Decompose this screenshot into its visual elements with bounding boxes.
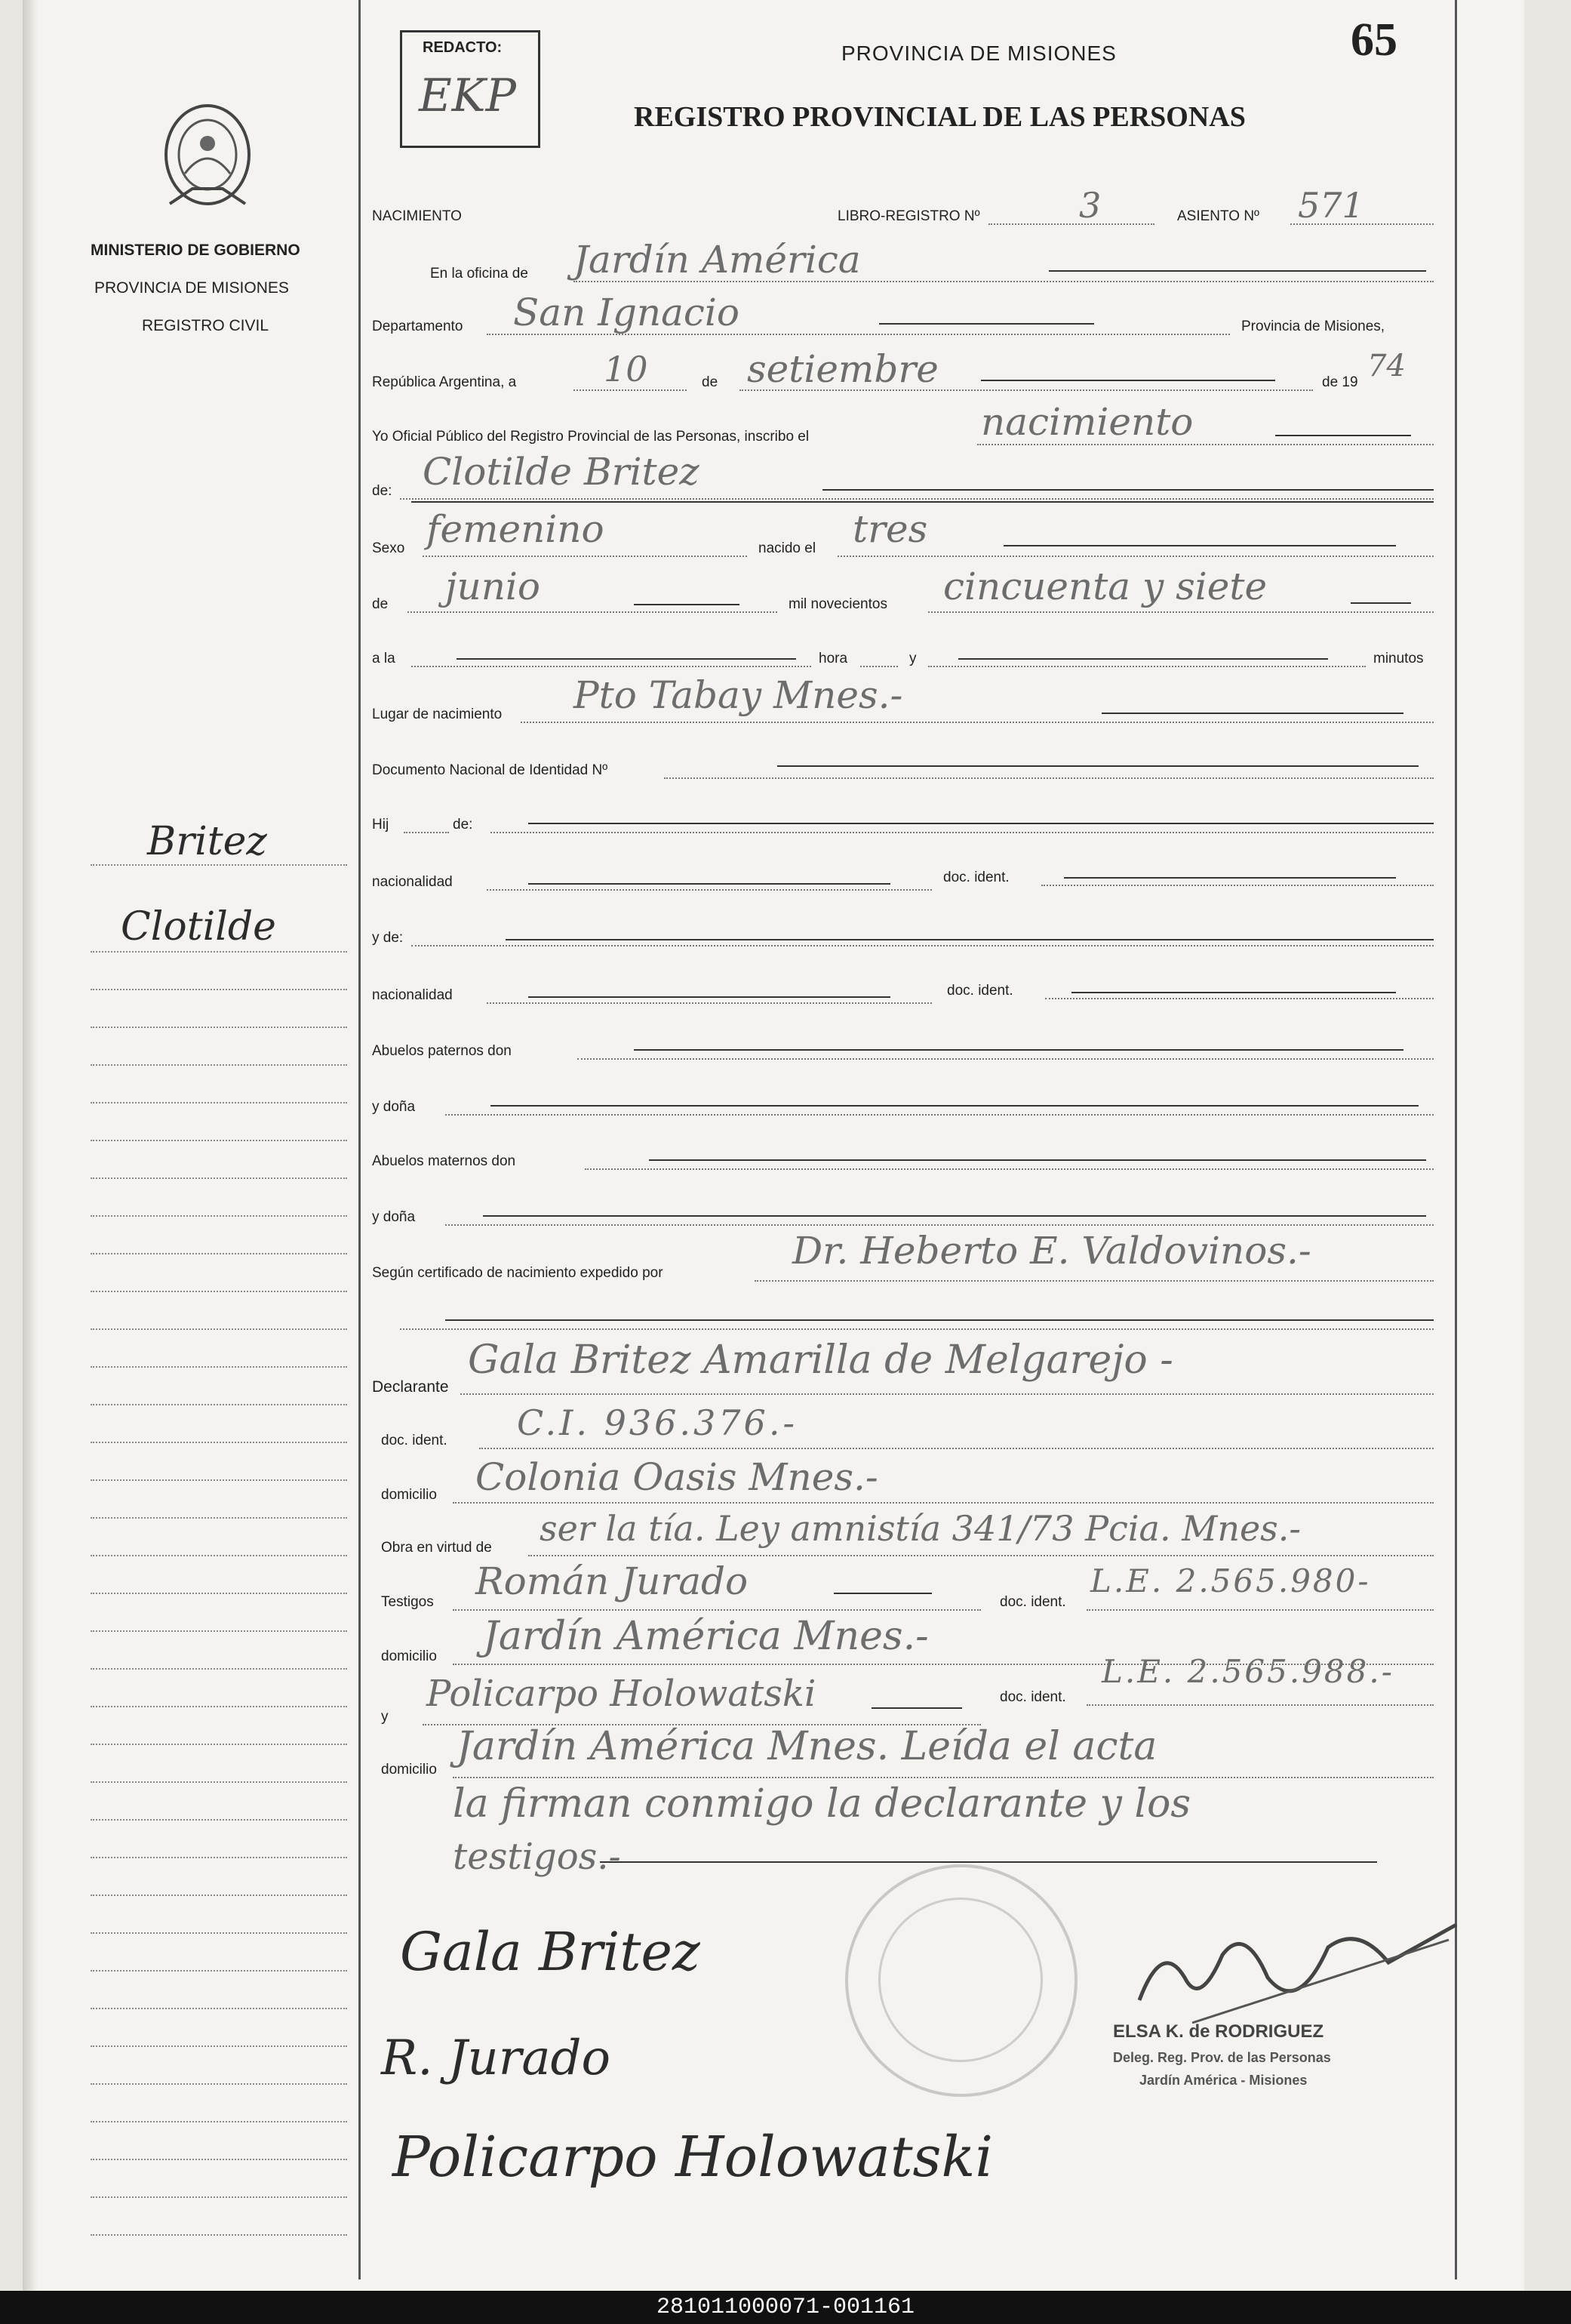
obra-line <box>528 1555 1434 1556</box>
ledger-line <box>91 2008 347 2009</box>
ledger-line <box>91 1706 347 1707</box>
dia-line <box>573 389 687 391</box>
yo-oficial-line <box>977 444 1434 445</box>
ledger-line <box>91 1593 347 1594</box>
abuelos-mat-strike <box>649 1159 1426 1161</box>
nacido-value: tres <box>853 507 928 551</box>
abuelos-mat-label: Abuelos maternos don <box>372 1153 516 1169</box>
testigo2-doc: L.E. 2.565.988.- <box>1102 1653 1394 1690</box>
coat-of-arms-icon <box>155 98 260 219</box>
domicilio3-line <box>453 1777 1434 1778</box>
de-mes-label: de <box>372 596 389 612</box>
departamento-value: San Ignacio <box>513 291 740 334</box>
ledger-line <box>91 1291 347 1292</box>
domicilio3-line2: la firman conmigo la declarante y los <box>453 1781 1191 1827</box>
testigo1-value: Román Jurado <box>475 1559 749 1603</box>
doc-ident2-line <box>1045 998 1434 999</box>
mes-value: setiembre <box>747 347 939 391</box>
doc-ident5-label: doc. ident. <box>1000 1689 1066 1705</box>
dia-value: 10 <box>604 349 648 389</box>
ledger-line <box>91 2196 347 2198</box>
de-persona-strike <box>822 489 1434 491</box>
hora-label: hora <box>819 651 848 666</box>
de-persona-line <box>400 498 1434 500</box>
anio-label: de 19 <box>1322 374 1358 390</box>
certificado-label: Según certificado de nacimiento expedido por <box>372 1265 663 1281</box>
ledger-line <box>91 1253 347 1254</box>
lugar-strike <box>1102 713 1403 714</box>
signature-testigo1: R. Jurado <box>381 2030 610 2086</box>
oficina-value: Jardín América <box>573 238 861 282</box>
certificado-strike <box>445 1319 1434 1321</box>
mil-value: cincuenta y siete <box>943 565 1268 608</box>
signature-testigo2: Policarpo Holowatski <box>392 2125 994 2190</box>
declarante-line <box>460 1393 1434 1395</box>
y-dona-label: y doña <box>372 1099 416 1115</box>
y-de-strike <box>506 939 1434 940</box>
libro-label: LIBRO-REGISTRO Nº <box>838 208 980 224</box>
ledger-line <box>91 1932 347 1934</box>
ledger-line <box>91 2045 347 2047</box>
nacido-label: nacido el <box>758 540 816 556</box>
departamento-strike <box>879 323 1094 325</box>
dni-strike <box>777 765 1419 767</box>
doc-ident2-label: doc. ident. <box>947 983 1013 999</box>
libro-value: 3 <box>1079 185 1102 226</box>
official-signature-icon <box>1117 1910 1464 2030</box>
ledger-line <box>91 989 347 990</box>
ledger-line <box>91 951 347 953</box>
abuelos-pat-strike <box>634 1049 1403 1051</box>
domicilio3-strike <box>600 1861 1377 1863</box>
sexo-value: femenino <box>426 507 604 551</box>
oficina-label: En la oficina de <box>430 266 528 282</box>
doc-ident-line <box>1041 885 1434 886</box>
sexo-line <box>423 556 747 557</box>
sidebar-surname: Britez <box>147 819 267 864</box>
ledger-line <box>91 1328 347 1330</box>
official-title1: Deleg. Reg. Prov. de las Personas <box>1113 2050 1331 2065</box>
de-persona-underline <box>411 501 1434 503</box>
ledger-line <box>91 1140 347 1141</box>
hij-de-label: de: <box>453 817 473 833</box>
official-stamp <box>845 1864 1078 2097</box>
ledger-line <box>91 1215 347 1217</box>
de-mes-value: junio <box>445 565 541 608</box>
abuelos-pat-label: Abuelos paternos don <box>372 1043 512 1059</box>
official-name: ELSA K. de RODRIGUEZ <box>1113 2021 1324 2042</box>
anio-value: 74 <box>1367 349 1406 383</box>
footer-id: 281011000071-001161 <box>656 2295 915 2320</box>
signature-declarante: Gala Britez <box>400 1921 700 1983</box>
official-stamp-inner <box>878 1898 1043 2062</box>
doc-ident-label: doc. ident. <box>943 870 1010 885</box>
y-de-label: y de: <box>372 930 404 946</box>
testigo1-doc: L.E. 2.565.980- <box>1090 1562 1371 1599</box>
de-persona-label: de: <box>372 483 392 499</box>
domicilio3-line3: testigos.- <box>453 1836 621 1878</box>
domicilio-label: domicilio <box>381 1487 437 1503</box>
ledger-line <box>91 2159 347 2160</box>
a-la-label: a la <box>372 651 395 666</box>
ledger-line <box>91 1479 347 1481</box>
doc-ident5-line <box>1087 1704 1434 1706</box>
nacionalidad-strike <box>528 883 890 885</box>
lugar-value: Pto Tabay Mnes.- <box>573 673 903 717</box>
doc-ident4-label: doc. ident. <box>1000 1594 1066 1610</box>
minutos-strike <box>958 658 1328 660</box>
yo-oficial-label: Yo Oficial Público del Registro Provincial de las Personas, inscribo el <box>372 429 810 445</box>
ledger-line <box>91 1555 347 1556</box>
header-province: PROVINCIA DE MISIONES <box>841 42 1117 65</box>
domicilio3-line1: Jardín América Mnes. Leída el acta <box>457 1724 1157 1769</box>
a-la-line <box>411 666 811 667</box>
declarante-label: Declarante <box>372 1378 449 1396</box>
y2-label: y <box>381 1709 389 1725</box>
sexo-label: Sexo <box>372 540 405 556</box>
yo-oficial-strike <box>1275 435 1411 436</box>
testigo2-value: Policarpo Holowatski <box>426 1673 816 1715</box>
doc-ident2-strike <box>1071 992 1396 993</box>
sidebar-province: PROVINCIA DE MISIONES <box>94 279 289 297</box>
y-dona2-label: y doña <box>372 1209 416 1225</box>
ledger-line <box>91 1630 347 1632</box>
certificado-value: Dr. Heberto E. Valdovinos.- <box>792 1229 1311 1273</box>
ledger-line <box>91 2083 347 2085</box>
ledger-line <box>91 1442 347 1443</box>
hij-line <box>404 832 449 833</box>
mil-label: mil novecientos <box>789 596 887 612</box>
official-title2: Jardín América - Misiones <box>1139 2073 1308 2088</box>
page-gutter-shadow <box>23 0 38 2291</box>
obra-value: ser la tía. Ley amnistía 341/73 Pcia. Mnes.- <box>540 1508 1301 1549</box>
testigo1-line <box>453 1609 981 1611</box>
de-label: de <box>702 374 718 390</box>
de-persona-value: Clotilde Britez <box>423 450 699 494</box>
a-la-strike <box>457 658 796 660</box>
dni-label: Documento Nacional de Identidad Nº <box>372 762 608 778</box>
header-registry: REGISTRO PROVINCIAL DE LAS PERSONAS <box>634 101 1246 133</box>
dni-line <box>664 777 1434 779</box>
sidebar-registry: REGISTRO CIVIL <box>142 317 269 334</box>
hij-de-line <box>490 832 1434 833</box>
hora-line <box>860 666 898 667</box>
y-dona2-line <box>445 1224 1434 1226</box>
ledger-line <box>91 1517 347 1519</box>
testigo1-strike <box>834 1593 932 1594</box>
nacionalidad2-label: nacionalidad <box>372 987 453 1003</box>
footer-id-bar <box>0 2291 1571 2324</box>
provincia-label: Provincia de Misiones, <box>1241 319 1385 334</box>
doc-ident3-line <box>479 1448 1434 1449</box>
hij-label: Hij <box>372 817 389 833</box>
nacido-line <box>838 556 1434 557</box>
ledger-line <box>91 1027 347 1028</box>
libro-line <box>988 223 1154 225</box>
nacionalidad2-strike <box>528 996 890 998</box>
lugar-label: Lugar de nacimiento <box>372 706 503 722</box>
ledger-line <box>91 864 347 866</box>
de-mes-strike <box>634 604 739 605</box>
ledger-line <box>91 1819 347 1821</box>
certificado-line <box>755 1280 1434 1282</box>
y-de-line <box>411 945 1434 947</box>
ledger-line <box>91 1668 347 1670</box>
nacido-strike <box>1004 545 1396 546</box>
sidebar-given-name: Clotilde <box>121 904 276 950</box>
mil-strike <box>1351 602 1411 604</box>
de-mes-line <box>407 611 777 613</box>
lugar-line <box>521 722 1434 723</box>
ledger-line <box>91 1744 347 1745</box>
ledger-line <box>91 1064 347 1066</box>
ledger-line <box>91 1857 347 1858</box>
doc-ident-strike <box>1064 877 1396 879</box>
minutos-line <box>928 666 1366 667</box>
ledger-line <box>91 2234 347 2236</box>
hij-de-strike <box>528 823 1434 824</box>
doc-ident4-line <box>1087 1609 1434 1611</box>
abuelos-pat-line <box>577 1058 1434 1060</box>
declarante-value: Gala Britez Amarilla de Melgarejo - <box>468 1337 1173 1383</box>
redacto-value: EKP <box>419 69 516 122</box>
sidebar-ministry: MINISTERIO DE GOBIERNO <box>91 242 300 259</box>
redacto-label: REDACTO: <box>423 39 503 56</box>
domicilio-value: Colonia Oasis Mnes.- <box>475 1455 878 1499</box>
nacionalidad2-line <box>487 1002 932 1004</box>
mil-line <box>928 611 1434 613</box>
y-dona-line <box>445 1114 1434 1116</box>
page-number: 65 <box>1351 14 1397 66</box>
domicilio3-label: domicilio <box>381 1762 437 1778</box>
ledger-line <box>91 1781 347 1783</box>
yo-oficial-value: nacimiento <box>981 400 1194 444</box>
nacionalidad-line <box>487 889 932 891</box>
minutos-label: minutos <box>1373 651 1424 666</box>
ledger-line <box>91 2121 347 2122</box>
ledger-line <box>91 1102 347 1104</box>
departamento-label: Departamento <box>372 319 463 334</box>
doc-ident3-label: doc. ident. <box>381 1433 447 1448</box>
republica-label: República Argentina, a <box>372 374 517 390</box>
ledger-line <box>91 1970 347 1972</box>
asiento-label: ASIENTO Nº <box>1177 208 1259 224</box>
nacimiento-label: NACIMIENTO <box>372 208 462 224</box>
domicilio2-value: Jardín América Mnes.- <box>483 1614 929 1659</box>
domicilio2-label: domicilio <box>381 1648 437 1664</box>
oficina-strike <box>1049 270 1426 272</box>
asiento-value: 571 <box>1298 185 1364 226</box>
nacionalidad-label: nacionalidad <box>372 874 453 890</box>
ledger-line <box>91 1177 347 1179</box>
ledger-line <box>91 1404 347 1405</box>
testigo2-strike <box>872 1707 962 1709</box>
y-label: y <box>909 651 917 666</box>
abuelos-mat-line <box>585 1168 1434 1170</box>
domicilio-line <box>453 1502 1434 1504</box>
ledger-line <box>91 1366 347 1368</box>
testigos-label: Testigos <box>381 1594 434 1610</box>
y-dona-strike <box>490 1105 1419 1107</box>
doc-ident3-value: C.I. 936.376.- <box>517 1402 798 1443</box>
certificado-line2 <box>400 1328 1434 1330</box>
ledger-line <box>91 1895 347 1896</box>
obra-label: Obra en virtud de <box>381 1540 492 1556</box>
y-dona2-strike <box>483 1215 1426 1217</box>
mes-strike <box>981 380 1275 381</box>
